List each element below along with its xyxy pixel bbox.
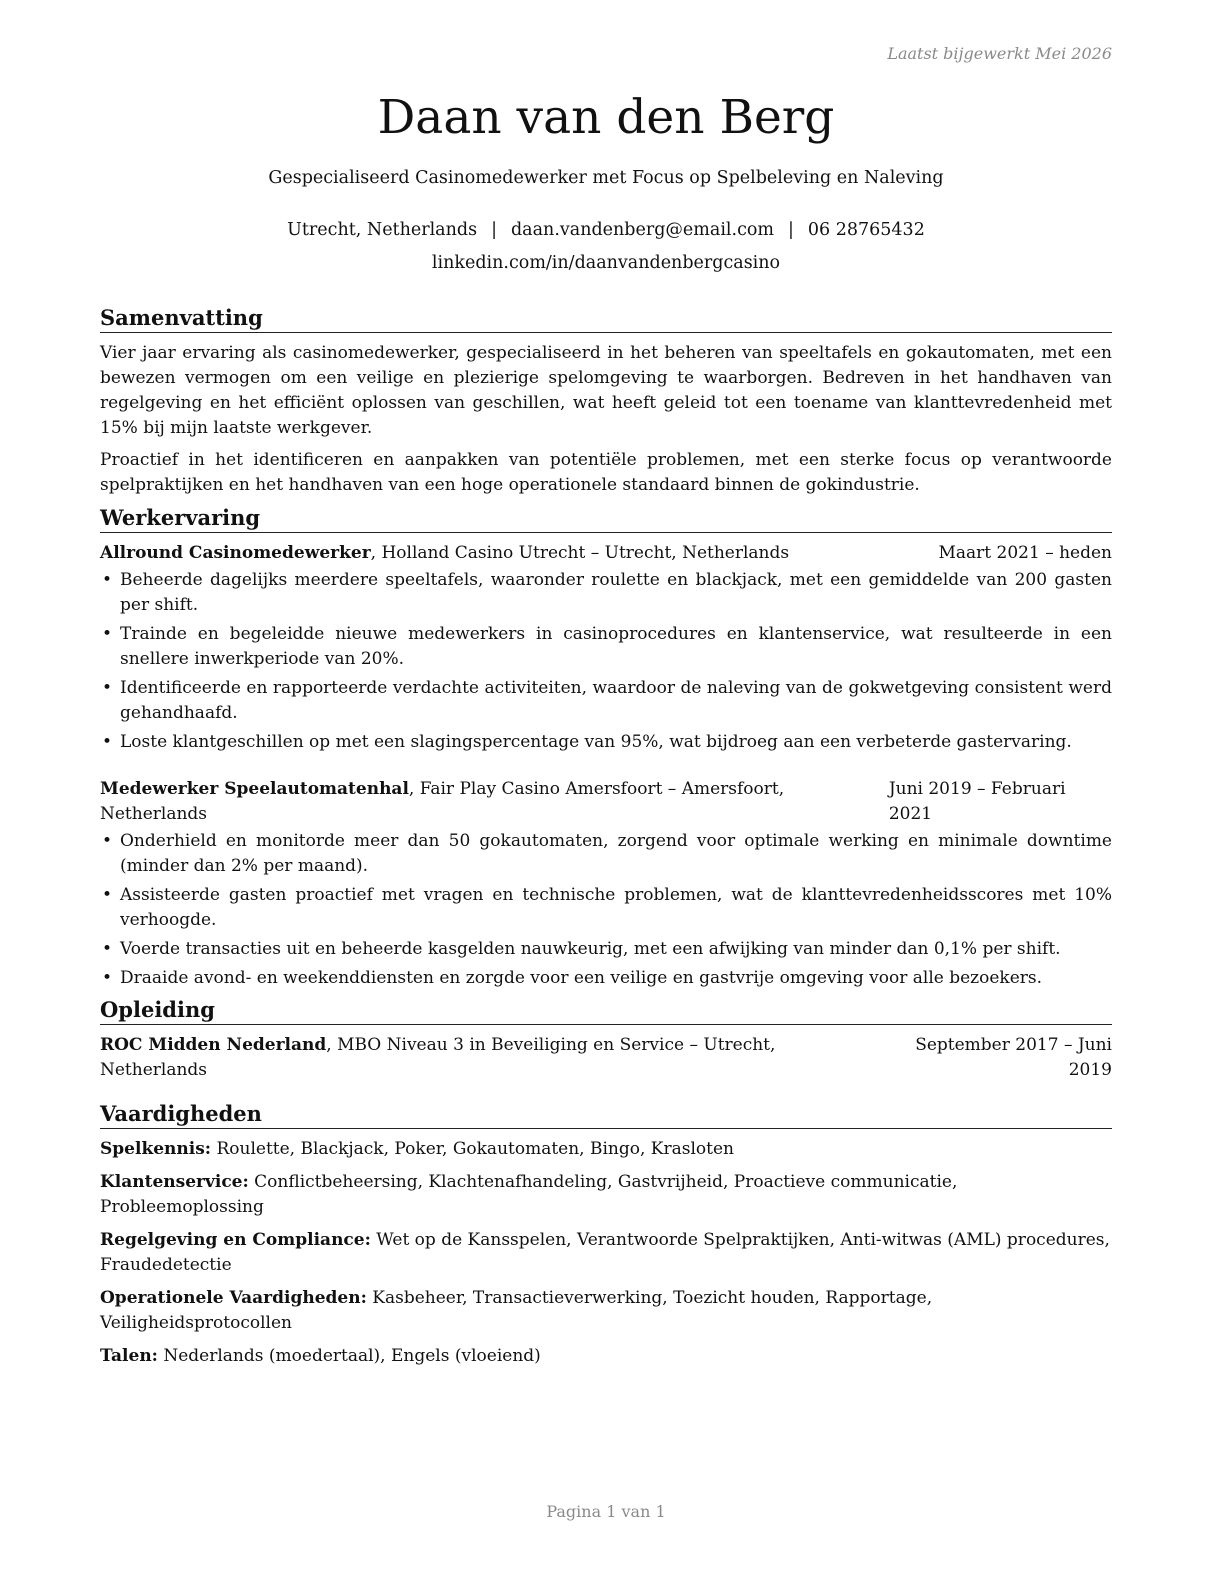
education-dates: September 2017 – Juni 2019	[915, 1035, 1112, 1080]
job-role-company	[100, 777, 889, 827]
summary-section	[100, 305, 1112, 498]
job-role-company	[100, 541, 789, 566]
candidate-headline: Gespecialiseerd Casinomedewerker met Focus op Spelbeleving en Naleving	[268, 168, 944, 188]
contact-separator: |	[491, 220, 497, 240]
job-role: Allround Casinomedewerker	[100, 543, 371, 563]
job-bullet: • Beheerde dagelijks meerdere speeltafels, waaronder roulette en blackjack, met een gemiddelde van 200 gasten per shift.	[100, 568, 1112, 618]
section-title-skills: Vaardigheden	[100, 1101, 1112, 1129]
job-bullet: • Draaide avond- en weekenddiensten en zorgde voor een veilige en gastvrije omgeving voor alle bezoekers.	[100, 966, 1112, 991]
education-section	[100, 997, 1112, 1083]
skills-section	[100, 1101, 1112, 1369]
contact-phone: 06 28765432	[807, 220, 925, 240]
skill-row	[100, 1137, 1112, 1162]
job-bullet: • Onderhield en monitorde meer dan 50 gokautomaten, zorgend voor optimale werking en minimale downtime (minder dan 2% per maand).	[100, 829, 1112, 879]
page-number-footer: Pagina 1 van 1	[546, 1502, 666, 1521]
candidate-name: Daan van den Berg	[377, 90, 835, 145]
section-title-experience: Werkervaring	[100, 505, 1112, 533]
skill-row	[100, 1344, 1112, 1369]
skill-value: Roulette, Blackjack, Poker, Gokautomaten, Bingo, Krasloten	[211, 1139, 734, 1159]
contact-email[interactable]: daan.vandenberg@email.com	[510, 220, 775, 240]
skill-label: Operationele Vaardigheden:	[100, 1288, 367, 1308]
skill-value: Wet op de Kansspelen, Verantwoorde Spelpraktijken, Anti-witwas (AML) procedures, Fraudedetectie	[100, 1230, 1110, 1275]
resume-content	[100, 305, 1112, 1377]
education-entry	[100, 1033, 1112, 1083]
job-bullet: • Voerde transacties uit en beheerde kasgelden nauwkeurig, met een afwijking van minder dan 0,1% per shift.	[100, 937, 1112, 962]
job-company: , Fair Play Casino Amersfoort – Amersfoort, Netherlands	[100, 779, 785, 824]
skill-value: Kasbeheer, Transactieverwerking, Toezicht houden, Rapportage, Veiligheidsprotocollen	[100, 1288, 933, 1333]
contact-location: Utrecht, Netherlands	[287, 220, 478, 240]
contact-line	[100, 220, 1112, 240]
job-entry	[100, 777, 1112, 991]
job-header	[100, 777, 1112, 827]
job-bullet: • Loste klantgeschillen op met een slagingspercentage van 95%, wat bijdroeg aan een verbeterde gastervaring.	[100, 730, 1112, 755]
job-header	[100, 541, 1112, 566]
skill-value: Conflictbeheersing, Klachtenafhandeling, Gastvrijheid, Proactieve communicatie, Probleemoplossing	[100, 1172, 958, 1217]
job-bullets	[100, 568, 1112, 755]
skill-label: Spelkennis:	[100, 1139, 212, 1159]
last-updated-note: Laatst bijgewerkt Mei 2026	[887, 44, 1112, 63]
experience-section	[100, 505, 1112, 991]
job-dates: Maart 2021 – heden	[938, 543, 1112, 563]
education-school-details	[100, 1033, 868, 1083]
job-entry	[100, 541, 1112, 755]
skill-value: Nederlands (moedertaal), Engels (vloeiend)	[157, 1346, 541, 1366]
resume-page	[100, 0, 1112, 1584]
section-title-education: Opleiding	[100, 997, 1112, 1025]
skill-label: Klantenservice:	[100, 1172, 249, 1192]
summary-paragraph: Proactief in het identificeren en aanpakken van potentiële problemen, met een sterke focus op verantwoorde spelpraktijken en het handhaven van een hoge operationele standaard binnen de gokindustrie.	[100, 450, 1112, 495]
job-bullets	[100, 829, 1112, 991]
education-details: , MBO Niveau 3 in Beveiliging en Service – Utrecht, Netherlands	[100, 1035, 776, 1080]
contact-separator: |	[788, 220, 794, 240]
education-school: ROC Midden Nederland	[100, 1035, 327, 1055]
job-bullet: • Assisteerde gasten proactief met vragen en technische problemen, wat de klanttevredenheidsscores met 10% verhoogde.	[100, 883, 1112, 933]
job-bullet: • Identificeerde en rapporteerde verdachte activiteiten, waardoor de naleving van de gokwetgeving consistent werd gehandhaafd.	[100, 676, 1112, 726]
skill-row	[100, 1228, 1112, 1278]
job-role: Medewerker Speelautomatenhal	[100, 779, 409, 799]
job-bullet: • Trainde en begeleidde nieuwe medewerkers in casinoprocedures en klantenservice, wat resulteerde in een snellere inwerkperiode van 20%.	[100, 622, 1112, 672]
contact-linkedin[interactable]: linkedin.com/in/daanvandenbergcasino	[431, 253, 781, 273]
skill-label: Regelgeving en Compliance:	[100, 1230, 371, 1250]
skill-label: Talen:	[100, 1346, 158, 1366]
summary-paragraph: Vier jaar ervaring als casinomedewerker, gespecialiseerd in het beheren van speeltafels en gokautomaten, met een bewezen vermogen om een veilige en plezierige spelomgeving te waarborgen. Bedreven in het handhaven van regelgeving en het efficiënt oplossen van geschillen, wat heeft geleid tot een toename van klanttevredenheid met 15% bij mijn laatste werkgever.	[100, 343, 1112, 438]
section-title-summary: Samenvatting	[100, 305, 1112, 333]
skill-row	[100, 1170, 1112, 1220]
skill-row	[100, 1286, 1112, 1336]
job-dates: Juni 2019 – Februari 2021	[888, 779, 1066, 824]
job-company: , Holland Casino Utrecht – Utrecht, Netherlands	[370, 543, 790, 563]
